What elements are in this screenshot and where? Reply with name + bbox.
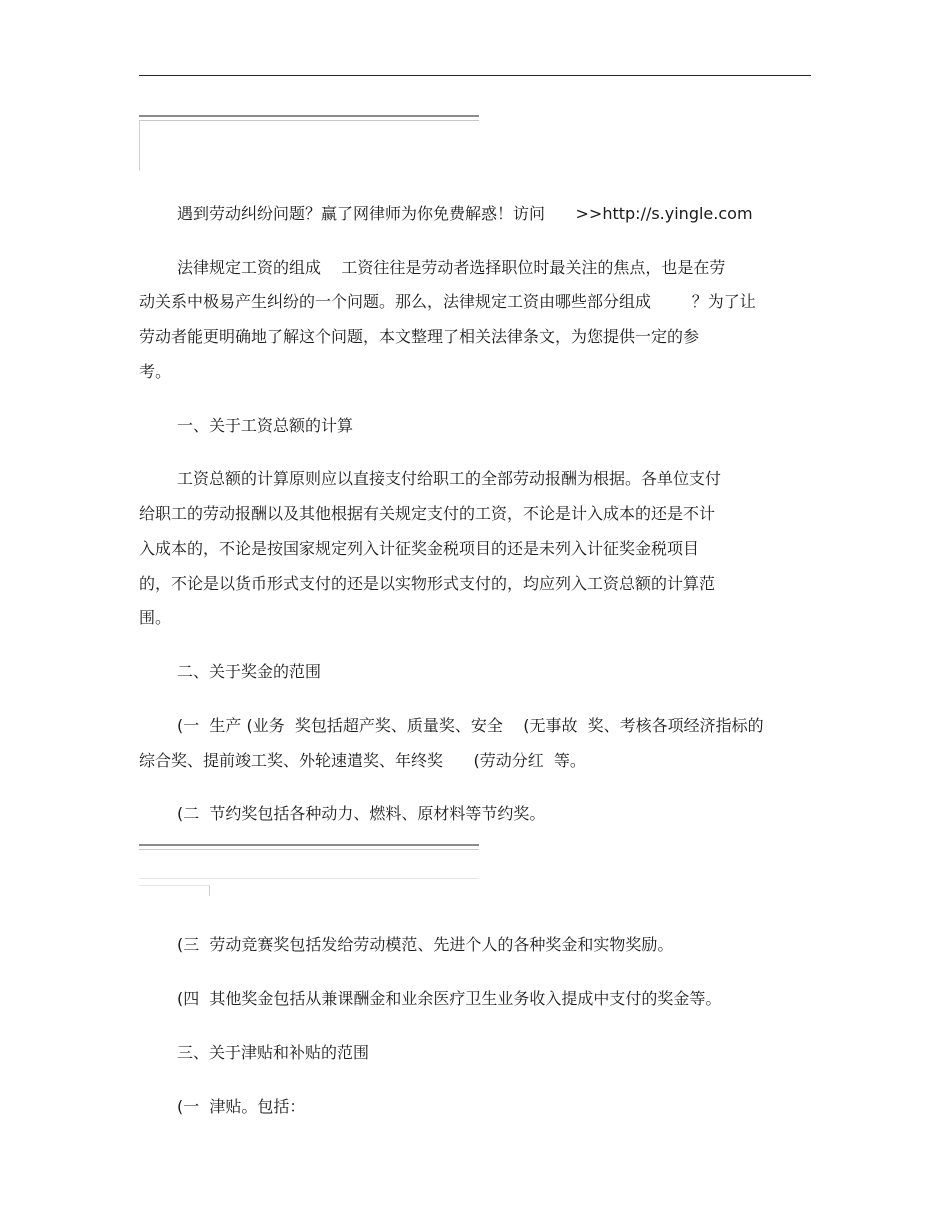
paragraph-line: (三 劳动竞赛奖包括发给劳动模范、先进个人的各种奖金和实物奖励。 <box>177 935 674 954</box>
header-rule <box>139 75 811 76</box>
paragraph-line: (一 津贴。包括： <box>177 1097 306 1116</box>
decorative-frame-top <box>139 115 479 171</box>
ad-line: 遇到劳动纠纷问题？赢了网律师为你免费解惑！访问 >>http://s.yingle.com <box>177 204 753 223</box>
paragraph-line: (二 节约奖包括各种动力、燃料、原材料等节约奖。 <box>177 804 546 823</box>
paragraph-line: 给职工的劳动报酬以及其他根据有关规定支付的工资，不论是计入成本的还是不计 <box>139 504 716 523</box>
paragraph-line: 围。 <box>139 608 172 627</box>
paragraph-line: 法律规定工资的组成 工资往往是劳动者选择职位时最关注的焦点，也是在劳 <box>177 258 726 277</box>
paragraph-line: 工资总额的计算原则应以直接支付给职工的全部劳动报酬为根据。各单位支付 <box>177 469 722 488</box>
section-heading: 二、关于奖金的范围 <box>177 662 322 681</box>
section-heading: 一、关于工资总额的计算 <box>177 416 354 435</box>
section-heading: 三、关于津贴和补贴的范围 <box>177 1043 370 1062</box>
paragraph-line: 入成本的，不论是按国家规定列入计征奖金税项目的还是未列入计征奖金税项目 <box>139 539 700 558</box>
paragraph-line: 动关系中极易产生纠纷的一个问题。那么，法律规定工资由哪些部分组成 ？为了让 <box>139 292 756 311</box>
paragraph-line: 劳动者能更明确地了解这个问题，本文整理了相关法律条文，为您提供一定的参 <box>139 327 700 346</box>
paragraph-line: 综合奖、提前竣工奖、外轮速遣奖、年终奖 (劳动分红 等。 <box>139 751 586 770</box>
paragraph-line: 考。 <box>139 362 172 381</box>
paragraph-line: (四 其他奖金包括从兼课酬金和业余医疗卫生业务收入提成中支付的奖金等。 <box>177 989 722 1008</box>
paragraph-line: 的，不论是以货币形式支付的还是以实物形式支付的，均应列入工资总额的计算范 <box>139 574 716 593</box>
paragraph-line: (一 生产 (业务 奖包括超产奖、质量奖、安全 (无事故 奖、考核各项经济指标的 <box>177 716 764 735</box>
decorative-frame-middle <box>139 844 479 896</box>
